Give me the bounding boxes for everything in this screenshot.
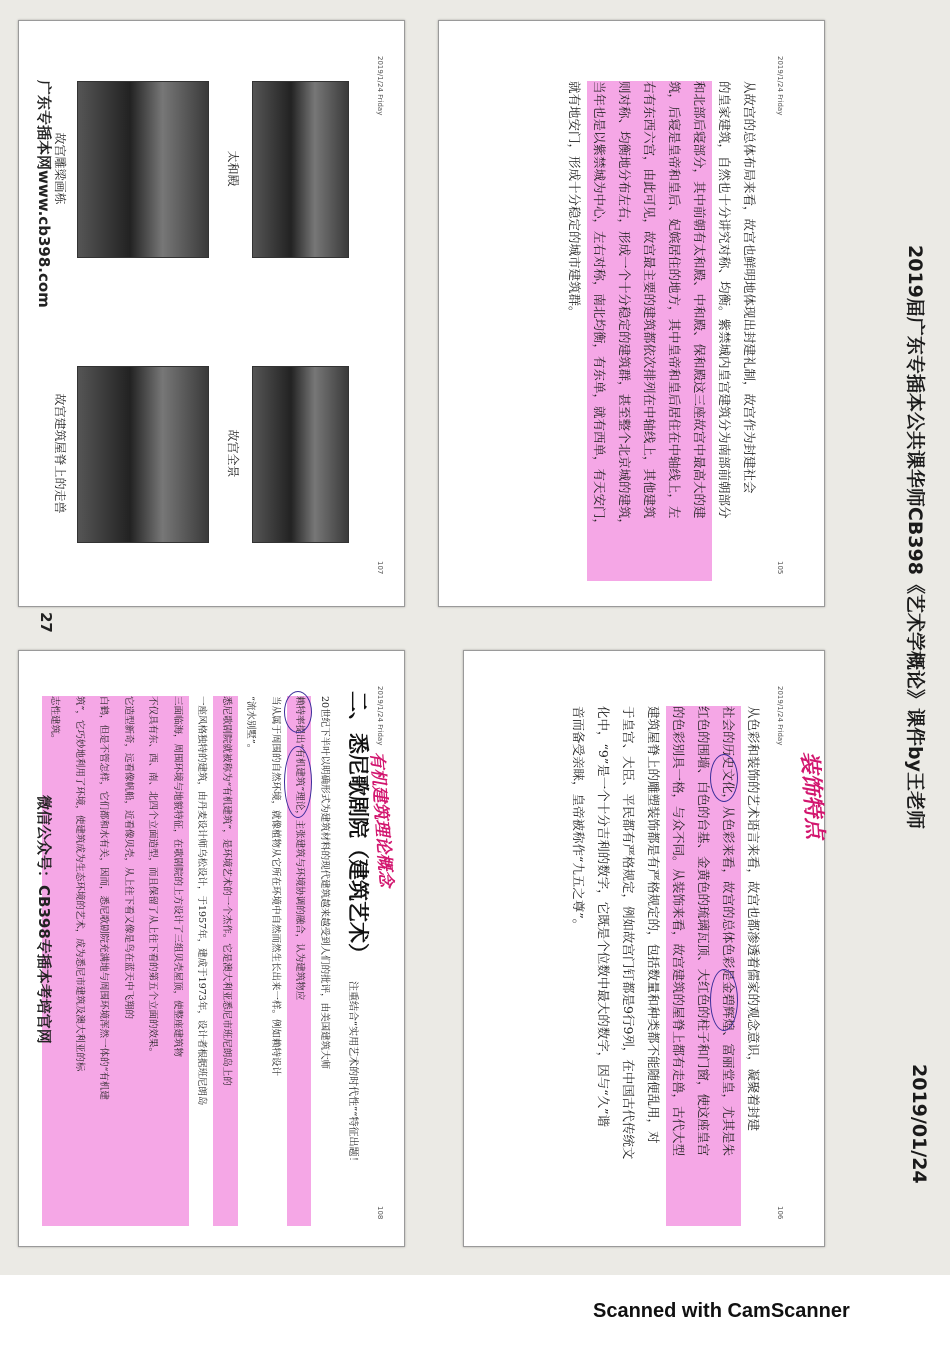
slide-date-stamp: 2019/1/24 Friday [376, 56, 384, 116]
page-header-date: 2019/01/24 [908, 1064, 930, 1184]
text-line: 筑，后寝是皇帝和皇后、妃嫔居住的地方，其中皇帝和皇后居住在中轴线上，左 [662, 81, 687, 581]
caption-palace-panorama: 故宫全景 [226, 429, 240, 478]
camscanner-watermark: Scanned with CamScanner [593, 1300, 850, 1322]
text-line: 赖特率提出“有机建筑”理论，主张建筑与环境协调的融合，认为建筑物应 [287, 696, 312, 1226]
text-line: 从色彩和装饰的艺术语言来看，故宫也都渗透着儒家的观念意识，凝聚着封建 [746, 706, 761, 1132]
slide-106 [463, 650, 828, 1247]
footer-website: 广东专插本网www.cb398.com [35, 80, 53, 308]
text-line: 就有地安门，形成十分稳定的城市建筑群。 [567, 81, 582, 319]
text-line: 红色的围墙、白色的台基、金黄色的琉璃瓦顶、大红色的柱子和门窗，使这座皇宫 [691, 706, 716, 1226]
slide-page-number: 107 [376, 561, 384, 575]
slide-date-stamp: 2019/1/24 Friday [376, 686, 384, 746]
text-line: 志性建筑。 [42, 696, 67, 1226]
text-line: 当年也是以紫禁城为中心，左右对称，南北均衡，有东单，就有西单，有天安门， [587, 81, 612, 581]
handwritten-note: 装饰特点 [795, 750, 828, 840]
footer-wechat: 微信公众号：CB398专插本考培官网 [35, 795, 53, 1044]
text-line: 当从属于周围的自然环境，就像植物从它所在环境中自然而然生长出来一样。例如赖特设计 [270, 696, 281, 1077]
caption-carved-beams: 故宫雕梁画栋 [53, 132, 67, 205]
text-line: 右有东西六宫，由此可见，故宫最主要的建筑都依次排列在中轴线上，其他建筑 [637, 81, 662, 581]
text-line: 筑”，它巧妙地利用了环境，使建筑成为生态环境的艺术，成为悉尼市建筑及澳大利亚的标 [67, 696, 92, 1226]
slide-108-title: 二、悉尼歌剧院（建筑艺术） [346, 691, 370, 964]
pen-circle-mark [284, 746, 312, 818]
text-line: 从故宫的总体布局来看，故宫也鲜明地体现出封建礼制，故宫作为封建社会 [742, 81, 757, 494]
photo-roof-beasts [77, 366, 209, 543]
text-line: 三面临海，周围环境与地貌特征，在歌剧院的上方设计了三组贝壳屋顶，使整座建筑物 [165, 696, 190, 1226]
pen-circle-mark [710, 969, 738, 1031]
text-line: 化中，“9”是一个十分吉利的数字，它既是个位数中最大的数字，因与“久”谐 [596, 706, 611, 1128]
text-line: 悉尼歌剧院就被称为“有机建筑”，是环境艺术的一个杰作。它是澳大利亚悉尼市班尼朗岛上的 [214, 696, 239, 1226]
text-line: 音而备受亲睐，皇帝被称作“九五之尊”。 [571, 706, 586, 932]
slide-date-stamp: 2019/1/24 Friday [776, 56, 784, 116]
photo-carved-beams [77, 81, 209, 258]
text-line: 建筑屋脊上的雕塑装饰都是有严格规定的，包括数量和种类都不能随便乱用，对 [646, 706, 661, 1144]
photo-taihe-hall [252, 81, 349, 258]
slide-date-stamp: 2019/1/24 Friday [776, 686, 784, 746]
text-line: 一座风格独特的建筑，由丹麦设计师乌松设计，于1957年，建成于1973年，设计者根据班尼朗岛 [196, 696, 208, 1106]
slide-107 [18, 20, 405, 607]
text-line: 则对称、均衡地分布左右，形成一个十分稳定的建筑群，甚至整个北京城的建筑， [612, 81, 637, 581]
slide-105-text [562, 81, 762, 581]
handwritten-note: 有机建筑理论概念 [366, 750, 396, 888]
slide-108 [18, 650, 405, 1247]
slide-page-number: 108 [376, 1206, 384, 1220]
page-header-title: 2019届广东专插本公共课华师CB398《艺术学概论》课件by王老师 [904, 245, 926, 829]
text-line: “流水别墅”。 [245, 696, 257, 754]
text-line: 社会的历史文化，从色彩来看，故宫的总体色彩是金碧辉煌、富丽堂皇，尤其是朱 [716, 706, 741, 1226]
text-line: 它造型新奇，远看像帆船，近看像贝壳，从上往下看又像是鸟在蓝天中飞翔的 [116, 696, 141, 1226]
slide-105 [438, 20, 825, 607]
pen-circle-mark [284, 691, 312, 733]
slide-108-note: 注重结合“实用艺术的时代性”“特征出题！ [347, 981, 358, 1167]
pen-circle-mark [710, 754, 738, 802]
footer-page-number: 27 [37, 612, 55, 633]
slide-page-number: 105 [776, 561, 784, 575]
text-line: 于皇宫、大臣、平民都有严格规定，例如故宫门钉都是9行9列，在中国古代传统文 [621, 706, 636, 1160]
caption-roof-beasts: 故宫建筑屋脊上的走兽 [53, 393, 67, 514]
slide-page-number: 106 [776, 1206, 784, 1220]
photo-palace-panorama [252, 366, 349, 543]
text-line: 不仅具有东、西、南、北四个立面造型，而且保留了从上往下看的第五个立面的效果。 [140, 696, 165, 1226]
caption-taihe-hall: 太和殿 [226, 150, 240, 187]
text-line: 白鹤，但是不管怎样，它们都和水有关，因而，悉尼歌剧院充满地与周围环境浑然一体的“有机建 [91, 696, 116, 1226]
text-line: 和北部后寝部分，其中前朝有太和殿、中和殿、保和殿这三座故宫中最高大的建 [687, 81, 712, 581]
text-line: 的皇家建筑，自然也十分讲究对称、均衡。紫禁城内皇宫建筑分为南部前朝部分 [717, 81, 732, 519]
text-line: 20世纪下半叶以明确形式为建筑材料的现代建筑越来越受到人们的批评，由美国建筑大师 [319, 696, 330, 1070]
text-line: 的色彩别具一格，与众不同。从装饰来看，故宫建筑的屋脊上都有走兽，古代大型 [666, 706, 691, 1226]
